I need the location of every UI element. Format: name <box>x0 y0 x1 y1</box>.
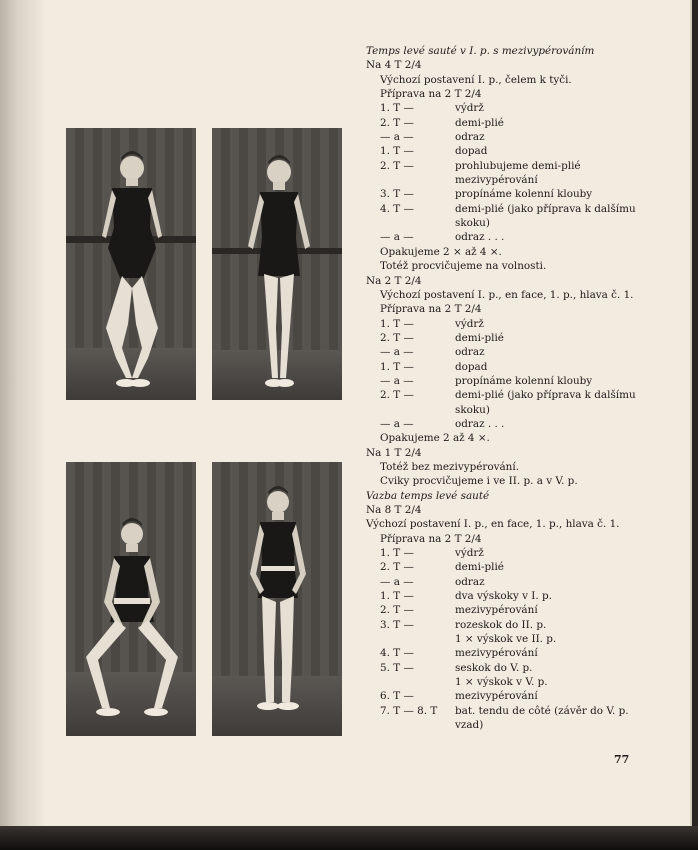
count-line <box>366 618 666 632</box>
count-description: demi-plié (jako příprava k dalšímu <box>455 202 636 215</box>
count-label: 7. T — 8. T <box>380 704 438 717</box>
count-line <box>366 689 666 703</box>
count-line <box>366 101 666 115</box>
count-line <box>366 704 666 718</box>
count-line <box>366 230 666 244</box>
text-line: Cviky procvičujeme i ve II. p. a v V. p. <box>380 475 578 488</box>
page-number: 77 <box>614 753 630 766</box>
count-line <box>366 388 666 402</box>
count-line <box>366 632 666 646</box>
count-label: — a — <box>380 575 414 588</box>
text-line: Na 1 T 2/4 <box>366 446 422 459</box>
count-description: seskok do V. p. <box>455 661 533 674</box>
count-label: 3. T — <box>380 188 414 201</box>
count-description: rozeskok do II. p. <box>455 618 547 631</box>
count-line <box>366 144 666 158</box>
photo-barre-demi-plie <box>66 128 196 400</box>
count-label: 1. T — <box>380 317 414 330</box>
text-line: Výchozí postavení I. p., čelem k tyči. <box>380 73 572 86</box>
count-label: — a — <box>380 346 414 359</box>
text-line: Na 2 T 2/4 <box>366 274 422 287</box>
count-description: výdrž <box>455 547 484 560</box>
text-line: Totéž procvičujeme na volnosti. <box>380 260 547 273</box>
text-line: Na 4 T 2/4 <box>366 59 422 72</box>
count-line <box>366 560 666 574</box>
count-line <box>366 661 666 675</box>
count-description: demi-plié <box>455 116 504 129</box>
count-label: 1. T — <box>380 547 414 560</box>
count-description: prohlubujeme demi-plié <box>455 159 581 172</box>
count-label: — a — <box>380 131 414 144</box>
exercise-text <box>366 44 666 733</box>
count-label: — a — <box>380 417 414 430</box>
count-description: dva výskoky v I. p. <box>455 590 552 603</box>
text-line: Opakujeme 2 × až 4 ×. <box>380 245 502 258</box>
count-description: bat. tendu de côté (závěr do V. p. <box>455 704 629 717</box>
text-line: Výchozí postavení I. p., en face, 1. p., hlava č. 1. <box>380 288 634 301</box>
count-label: 2. T — <box>380 331 414 344</box>
count-description: odraz . . . <box>455 231 505 244</box>
count-line <box>366 675 666 689</box>
count-label: 3. T — <box>380 618 414 631</box>
count-label: 2. T — <box>380 159 414 172</box>
count-label: 5. T — <box>380 661 414 674</box>
text-line: Opakujeme 2 až 4 ×. <box>380 432 490 445</box>
count-description: demi-plié (jako příprava k dalšímu <box>455 389 636 402</box>
count-line <box>366 575 666 589</box>
count-label: 6. T — <box>380 690 414 703</box>
count-label: 4. T — <box>380 202 414 215</box>
text-line: Totéž bez mezivypérování. <box>380 460 520 473</box>
page-edge-shadow <box>0 826 698 850</box>
count-description: odraz <box>455 131 485 144</box>
count-line <box>366 202 666 216</box>
count-line <box>366 374 666 388</box>
count-description: skoku) <box>455 403 490 416</box>
count-description: výdrž <box>455 102 484 115</box>
count-description: vzad) <box>455 719 484 732</box>
count-description: demi-plié <box>455 331 504 344</box>
text-line: Příprava na 2 T 2/4 <box>380 532 482 545</box>
count-line <box>366 116 666 130</box>
photo-barre-first-position <box>212 128 342 400</box>
count-description: odraz <box>455 346 485 359</box>
count-label: 2. T — <box>380 561 414 574</box>
count-line <box>366 546 666 560</box>
count-label: — a — <box>380 231 414 244</box>
text-line: Na 8 T 2/4 <box>366 504 422 516</box>
count-label: 2. T — <box>380 116 414 129</box>
count-description: mezivypérování <box>455 690 538 703</box>
count-line <box>366 159 666 173</box>
count-description: mezivypérování <box>455 174 538 187</box>
photo-second-position-plie <box>66 462 196 736</box>
count-line <box>366 718 666 732</box>
photo-standing-position <box>212 462 342 736</box>
count-description: výdrž <box>455 317 484 330</box>
count-description: 1 × výskok v V. p. <box>455 676 548 689</box>
section-title: Vazba temps levé sauté <box>366 489 490 502</box>
count-label: 4. T — <box>380 647 414 660</box>
count-line <box>366 646 666 660</box>
count-label: 1. T — <box>380 590 414 603</box>
count-label: — a — <box>380 374 414 387</box>
count-line <box>366 589 666 603</box>
section-title: Temps levé sauté v I. p. s mezivypérováním <box>366 45 595 57</box>
count-line <box>366 360 666 374</box>
count-description: 1 × výskok ve II. p. <box>455 633 557 646</box>
count-line <box>366 187 666 201</box>
count-description: odraz . . . <box>455 417 505 430</box>
count-line <box>366 403 666 417</box>
count-label: 1. T — <box>380 360 414 373</box>
text-line: Příprava na 2 T 2/4 <box>380 88 482 101</box>
count-line <box>366 345 666 359</box>
count-label: 1. T — <box>380 145 414 158</box>
count-description: odraz <box>455 575 485 588</box>
count-line <box>366 331 666 345</box>
count-line <box>366 317 666 331</box>
count-line <box>366 130 666 144</box>
text-line: Výchozí postavení I. p., en face, 1. p., hlava č. 1. <box>366 518 620 531</box>
count-line <box>366 216 666 230</box>
count-label: 1. T — <box>380 102 414 115</box>
count-label: 2. T — <box>380 604 414 617</box>
count-line <box>366 417 666 431</box>
count-description: dopad <box>455 360 488 373</box>
count-description: skoku) <box>455 217 490 230</box>
text-line: Příprava na 2 T 2/4 <box>380 303 482 316</box>
count-line <box>366 603 666 617</box>
page-gutter <box>0 0 44 836</box>
count-label: 2. T — <box>380 389 414 402</box>
count-description: mezivypérování <box>455 647 538 660</box>
count-description: propínáme kolenní klouby <box>455 374 593 387</box>
count-line <box>366 173 666 187</box>
count-description: demi-plié <box>455 561 504 574</box>
count-description: propínáme kolenní klouby <box>455 188 593 201</box>
count-description: mezivypérování <box>455 604 538 617</box>
count-description: dopad <box>455 145 488 158</box>
